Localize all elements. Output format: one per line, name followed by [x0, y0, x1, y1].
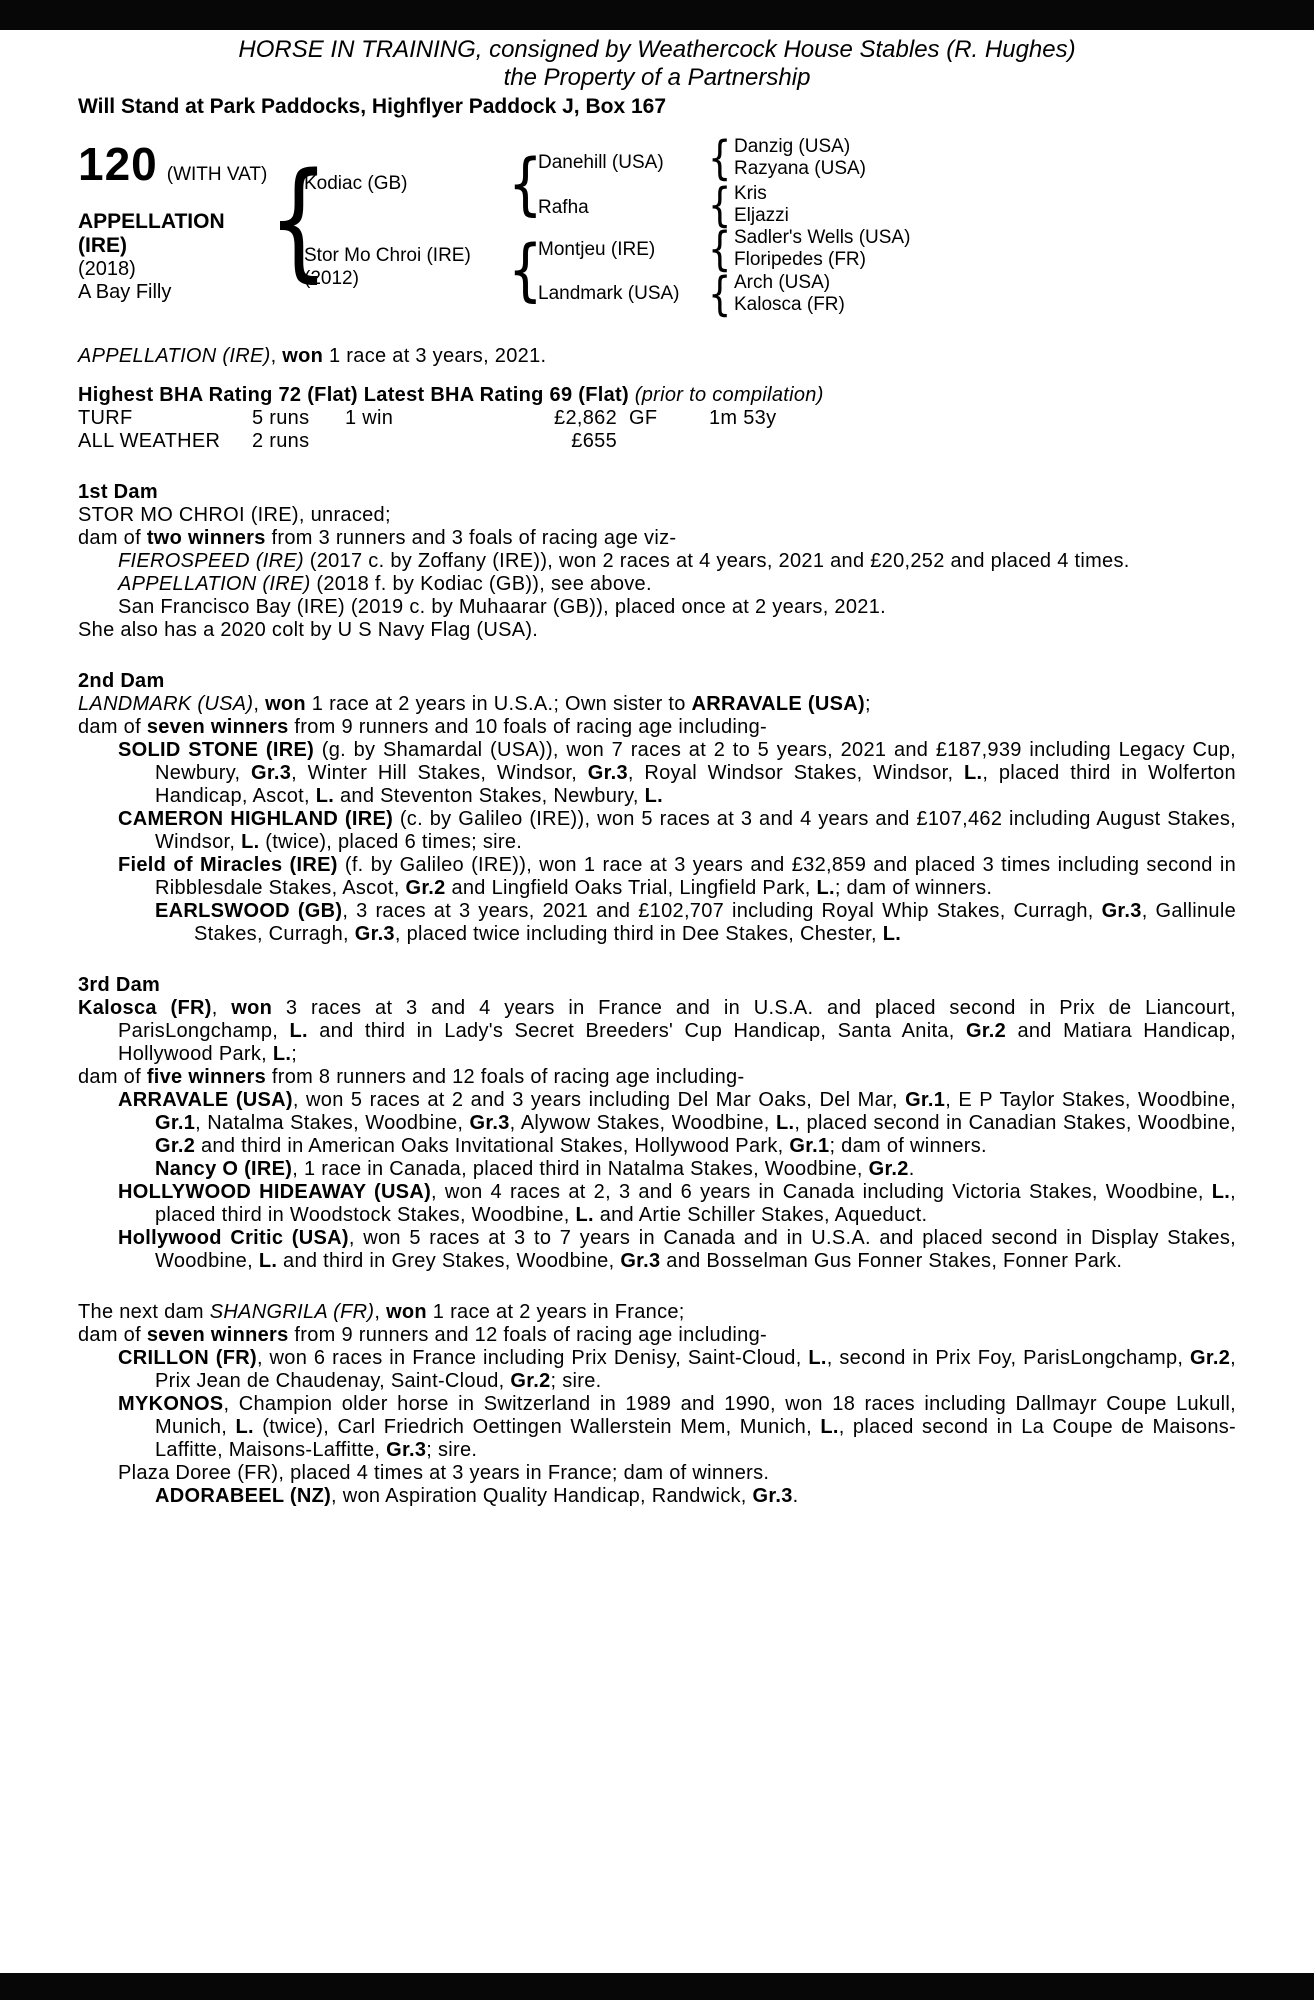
pedigree-paragraph: FIEROSPEED (IRE) (2017 c. by Zoffany (IRE)), won 2 races at 4 years, 2021 and £20,252 and placed 4 times. — [118, 550, 1130, 572]
stats-cell — [709, 430, 1236, 453]
stats-cell: 5 runs — [252, 407, 310, 429]
pedigree-paragraph: MYKONOS, Champion older horse in Switzerland in 1989 and 1990, won 18 races including Dallmayr Coupe Lukull, Munich, L. (twice), Carl Friedrich Oettingen Wallerstein Mem, Munich, L., placed second in La Coupe de Maisons-Laffitte, Maisons-Laffitte, Gr.3; sire. — [118, 1393, 1236, 1461]
stats-cell: ALL WEATHER — [78, 430, 221, 452]
dam-section — [78, 1301, 1236, 1508]
stabling-line: Will Stand at Park Paddocks, Highflyer Paddock J, Box 167 — [78, 95, 666, 118]
dam-heading: 3rd Dam — [78, 974, 161, 996]
horse-name: APPELLATION — [78, 210, 225, 233]
stats-cell: £2,862 — [554, 407, 617, 429]
pedigree-sire: Kodiac (GB) — [304, 173, 408, 194]
dam-section — [78, 481, 1236, 642]
pedigree-paragraph: ADORABEEL (NZ), won Aspiration Quality Handicap, Randwick, Gr.3. — [155, 1485, 799, 1507]
stats-cell: 2 runs — [252, 430, 310, 452]
pedigree-dam-dam: Landmark (USA) — [538, 283, 680, 304]
dam-heading: 2nd Dam — [78, 670, 165, 692]
pedigree-paragraph: ARRAVALE (USA), won 5 races at 2 and 3 years including Del Mar Oaks, Del Mar, Gr.1, E P Taylor Stakes, Woodbine, Gr.1, Natalma Stakes, Woodbine, Gr.3, Alywow Stakes, Woodbine, L., placed second in Canadian Stakes, Woodbine, Gr.2 and third in American Oaks Invitational Stakes, Hollywood Park, Gr.1; dam of winners. — [118, 1089, 1237, 1157]
pedigree-paragraph: LANDMARK (USA), won 1 race at 2 years in U.S.A.; Own sister to ARRAVALE (USA); — [78, 693, 871, 715]
stats-cell: 1 win — [345, 407, 394, 429]
stats-cell: GF — [629, 407, 658, 429]
page-header — [0, 36, 1314, 119]
property-line: the Property of a Partnership — [503, 64, 811, 91]
horse-foaled-year: (2018) — [78, 258, 136, 280]
lot-number-line — [78, 138, 268, 190]
pedigree-gg-kalosca: Kalosca (FR) — [734, 294, 845, 315]
stats-row — [78, 430, 1236, 453]
stats-cell — [345, 430, 527, 453]
bottom-scan-bar — [0, 1973, 1314, 2000]
bha-rating-line: Highest BHA Rating 72 (Flat) Latest BHA Rating 69 (Flat) (prior to compilation) — [78, 384, 824, 406]
pedigree-brace-gg3 — [708, 226, 731, 272]
pedigree-paragraph: Kalosca (FR), won 3 races at 3 and 4 years in France and in U.S.A. and placed second in Prix de Liancourt, ParisLongchamp, L. and third in Lady's Secret Breeders' Cup Handicap, Santa Anita, Gr.2 and Matiara Handicap, Hollywood Park, L.; — [78, 997, 1236, 1065]
dam-section — [78, 670, 1236, 946]
pedigree-paragraph: EARLSWOOD (GB), 3 races at 3 years, 2021 and £102,707 including Royal Whip Stakes, Curragh, Gr.3, Gallinule Stakes, Curragh, Gr.3, placed twice including third in Dee Stakes, Chester, L. — [155, 900, 1236, 945]
pedigree-paragraph: dam of seven winners from 9 runners and 10 foals of racing age including- — [78, 716, 767, 738]
pedigree-gg-danzig: Danzig (USA) — [734, 136, 851, 157]
stats-cell — [617, 430, 709, 453]
record-stats — [78, 407, 1236, 453]
pedigree-brace-gg1 — [708, 135, 731, 181]
stats-cell: £655 — [571, 430, 617, 452]
lot-number: 120 — [78, 138, 158, 190]
pedigree-dam: Stor Mo Chroi (IRE) — [304, 245, 471, 266]
pedigree-paragraph: dam of five winners from 8 runners and 12 foals of racing age including- — [78, 1066, 745, 1088]
pedigree-gg-razyana: Razyana (USA) — [734, 158, 866, 179]
pedigree-paragraph: dam of two winners from 3 runners and 3 foals of racing age viz- — [78, 527, 677, 549]
pedigree-paragraph: Field of Miracles (IRE) (f. by Galileo (IRE)), won 1 race at 3 years and £32,859 and placed 3 times including second in Ribblesdale Stakes, Ascot, Gr.2 and Lingfield Oaks Trial, Lingfield Park, L.; dam of winners. — [118, 854, 1237, 899]
pedigree-gg-eljazzi: Eljazzi — [734, 205, 789, 226]
pedigree-paragraph: CRILLON (FR), won 6 races in France including Prix Denisy, Saint-Cloud, L., second in Prix Foy, ParisLongchamp, Gr.2, Prix Jean de Chaudenay, Saint-Cloud, Gr.2; sire. — [118, 1347, 1237, 1392]
pedigree-paragraph: She also has a 2020 colt by U S Navy Flag (USA). — [78, 619, 539, 641]
pedigree-paragraph: APPELLATION (IRE) (2018 f. by Kodiac (GB)), see above. — [118, 573, 652, 595]
horse-name-suffix: (IRE) — [78, 234, 127, 257]
pedigree-paragraph: SOLID STONE (IRE) (g. by Shamardal (USA)), won 7 races at 2 to 5 years, 2021 and £187,939 including Legacy Cup, Newbury, Gr.3, Winter Hill Stakes, Windsor, Gr.3, Royal Windsor Stakes, Windsor, L., placed third in Wolferton Handicap, Ascot, L. and Steventon Stakes, Newbury, L. — [118, 739, 1236, 807]
pedigree-gg-kris: Kris — [734, 183, 767, 204]
dam-section — [78, 974, 1236, 1273]
pedigree-sire-sire: Danehill (USA) — [538, 152, 664, 173]
pedigree-paragraph: Hollywood Critic (USA), won 5 races at 3 to 7 years in Canada and in U.S.A. and placed second in Display Stakes, Woodbine, L. and third in Grey Stakes, Woodbine, Gr.3 and Bosselman Gus Fonner Stakes, Fonner Park. — [118, 1227, 1236, 1272]
pedigree-paragraph: dam of seven winners from 9 runners and 12 foals of racing age including- — [78, 1324, 767, 1346]
pedigree-paragraph: Nancy O (IRE), 1 race in Canada, placed third in Natalma Stakes, Woodbine, Gr.2. — [155, 1158, 915, 1180]
pedigree-paragraph: Plaza Doree (FR), placed 4 times at 3 years in France; dam of winners. — [118, 1462, 770, 1484]
pedigree-paragraph: The next dam SHANGRILA (FR), won 1 race at 2 years in France; — [78, 1301, 685, 1323]
pedigree-gg-floripedes: Floripedes (FR) — [734, 249, 866, 270]
pedigree-dam-year: (2012) — [304, 268, 359, 289]
race-record-line: APPELLATION (IRE), won 1 race at 3 years, 2021. — [78, 345, 547, 367]
pedigree-gg-arch: Arch (USA) — [734, 272, 831, 293]
consignor-line: HORSE IN TRAINING, consigned by Weathercock House Stables (R. Hughes) — [238, 36, 1076, 63]
stats-cell: 1m 53y — [709, 407, 777, 429]
vat-note: (WITH VAT) — [166, 164, 268, 185]
top-scan-bar — [0, 0, 1314, 30]
pedigree-dam-sire: Montjeu (IRE) — [538, 239, 656, 260]
pedigree-paragraph: HOLLYWOOD HIDEAWAY (USA), won 4 races at 2, 3 and 6 years in Canada including Victoria Stakes, Woodbine, L., placed third in Woodstock Stakes, Woodbine, L. and Artie Schiller Stakes, Aqueduct. — [118, 1181, 1236, 1226]
horse-colour-sex: A Bay Filly — [78, 281, 172, 303]
pedigree-gg-sadlers-wells: Sadler's Wells (USA) — [734, 227, 911, 248]
pedigree-paragraph: San Francisco Bay (IRE) (2019 c. by Muhaarar (GB)), placed once at 2 years, 2021. — [118, 596, 886, 618]
pedigree-brace-gg4 — [708, 271, 731, 317]
dam-sections — [78, 481, 1236, 1508]
stats-row — [78, 407, 1236, 430]
pedigree-chart — [78, 135, 1236, 327]
stats-cell: TURF — [78, 407, 133, 429]
pedigree-paragraph: CAMERON HIGHLAND (IRE) (c. by Galileo (IRE)), won 5 races at 3 and 4 years and £107,462 including August Stakes, Windsor, L. (twice), placed 6 times; sire. — [118, 808, 1236, 853]
pedigree-sire-dam: Rafha — [538, 197, 589, 218]
dam-heading: 1st Dam — [78, 481, 158, 503]
pedigree-paragraph: STOR MO CHROI (IRE), unraced; — [78, 504, 391, 526]
page-content — [78, 135, 1236, 1508]
